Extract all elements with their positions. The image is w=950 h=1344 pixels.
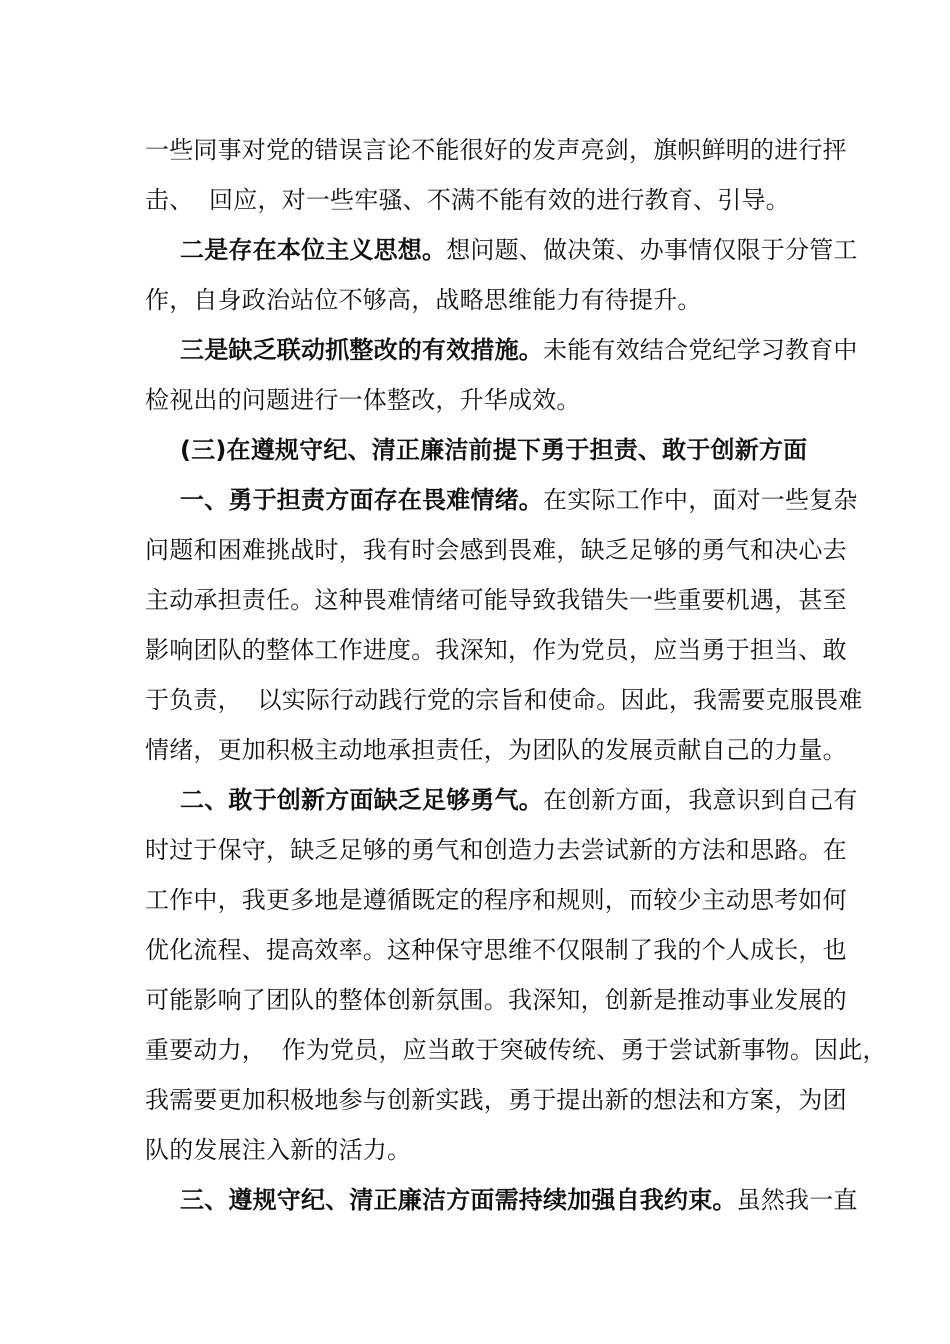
paragraph-heading-line bbox=[180, 1180, 858, 1220]
section-heading bbox=[180, 430, 815, 470]
paragraph-heading-line bbox=[180, 230, 858, 270]
body-text-line: 时过于保守，缺乏足够的勇气和创造力去尝试新的方法和思路。在 bbox=[145, 836, 847, 864]
body-text-line: 优化流程、提高效率。这种保守思维不仅限制了我的个人成长，也 bbox=[145, 936, 847, 964]
body-text-line: 工作中，我更多地是遵循既定的程序和规则，而较少主动思考如何 bbox=[145, 886, 847, 914]
body-text-line: 队的发展注入新的活力。 bbox=[145, 1136, 412, 1164]
paragraph-text: 在实际工作中，面对一些复杂 bbox=[543, 486, 858, 514]
paragraph-text: 虽然我一直 bbox=[736, 1186, 858, 1214]
body-text-line: 击、 回应，对一些牢骚、不满不能有效的进行教育、引导。 bbox=[145, 186, 790, 214]
body-text-line: 情绪，更加积极主动地承担责任，为团队的发展贡献自己的力量。 bbox=[145, 736, 847, 764]
body-text-line: 作，自身政治站位不够高，战略思维能力有待提升。 bbox=[145, 286, 702, 314]
body-text-line: 重要动力， 作为党员，应当敢于突破传统、勇于尝试新事物。因此， bbox=[145, 1036, 887, 1064]
paragraph-lead: 二是存在本位主义思想。 bbox=[180, 236, 447, 264]
paragraph-lead: 三是缺乏联动抓整改的有效措施。 bbox=[180, 336, 543, 364]
body-text-line: 可能影响了团队的整体创新氛围。我深知，创新是推动事业发展的 bbox=[145, 986, 847, 1014]
paragraph-lead: 三、遵规守纪、清正廉洁方面需持续加强自我约束。 bbox=[180, 1186, 737, 1214]
paragraph-text: 在创新方面，我意识到自己有 bbox=[543, 786, 858, 814]
body-text-line: 检视出的问题进行一体整改，升华成效。 bbox=[145, 386, 581, 414]
paragraph-heading-line bbox=[180, 480, 858, 520]
body-text-line: 一些同事对党的错误言论不能很好的发声亮剑，旗帜鲜明的进行抨 bbox=[145, 136, 847, 164]
paragraph-text: 未能有效结合党纪学习教育中 bbox=[543, 336, 858, 364]
paragraph-lead: 一、勇于担责方面存在畏难情绪。 bbox=[180, 486, 543, 514]
body-text-line: 我需要更加积极地参与创新实践，勇于提出新的想法和方案，为团 bbox=[145, 1086, 847, 1114]
paragraph-text: 想问题、做决策、办事情仅限于分管工 bbox=[446, 236, 858, 264]
section-heading-text: (三)在遵规守纪、清正廉洁前提下勇于担责、敢于创新方面 bbox=[180, 436, 808, 464]
body-text-line: 影响团队的整体工作进度。我深知，作为党员，应当勇于担当、敢 bbox=[145, 636, 847, 664]
paragraph-lead: 二、敢于创新方面缺乏足够勇气。 bbox=[180, 786, 543, 814]
body-text-line: 于负责， 以实际行动践行党的宗旨和使命。因此，我需要克服畏难 bbox=[145, 686, 863, 714]
paragraph-heading-line bbox=[180, 780, 858, 820]
body-text-line: 问题和困难挑战时，我有时会感到畏难，缺乏足够的勇气和决心去 bbox=[145, 536, 847, 564]
paragraph-heading-line bbox=[180, 330, 858, 370]
body-text-line: 主动承担责任。这种畏难情绪可能导致我错失一些重要机遇，甚至 bbox=[145, 586, 847, 614]
